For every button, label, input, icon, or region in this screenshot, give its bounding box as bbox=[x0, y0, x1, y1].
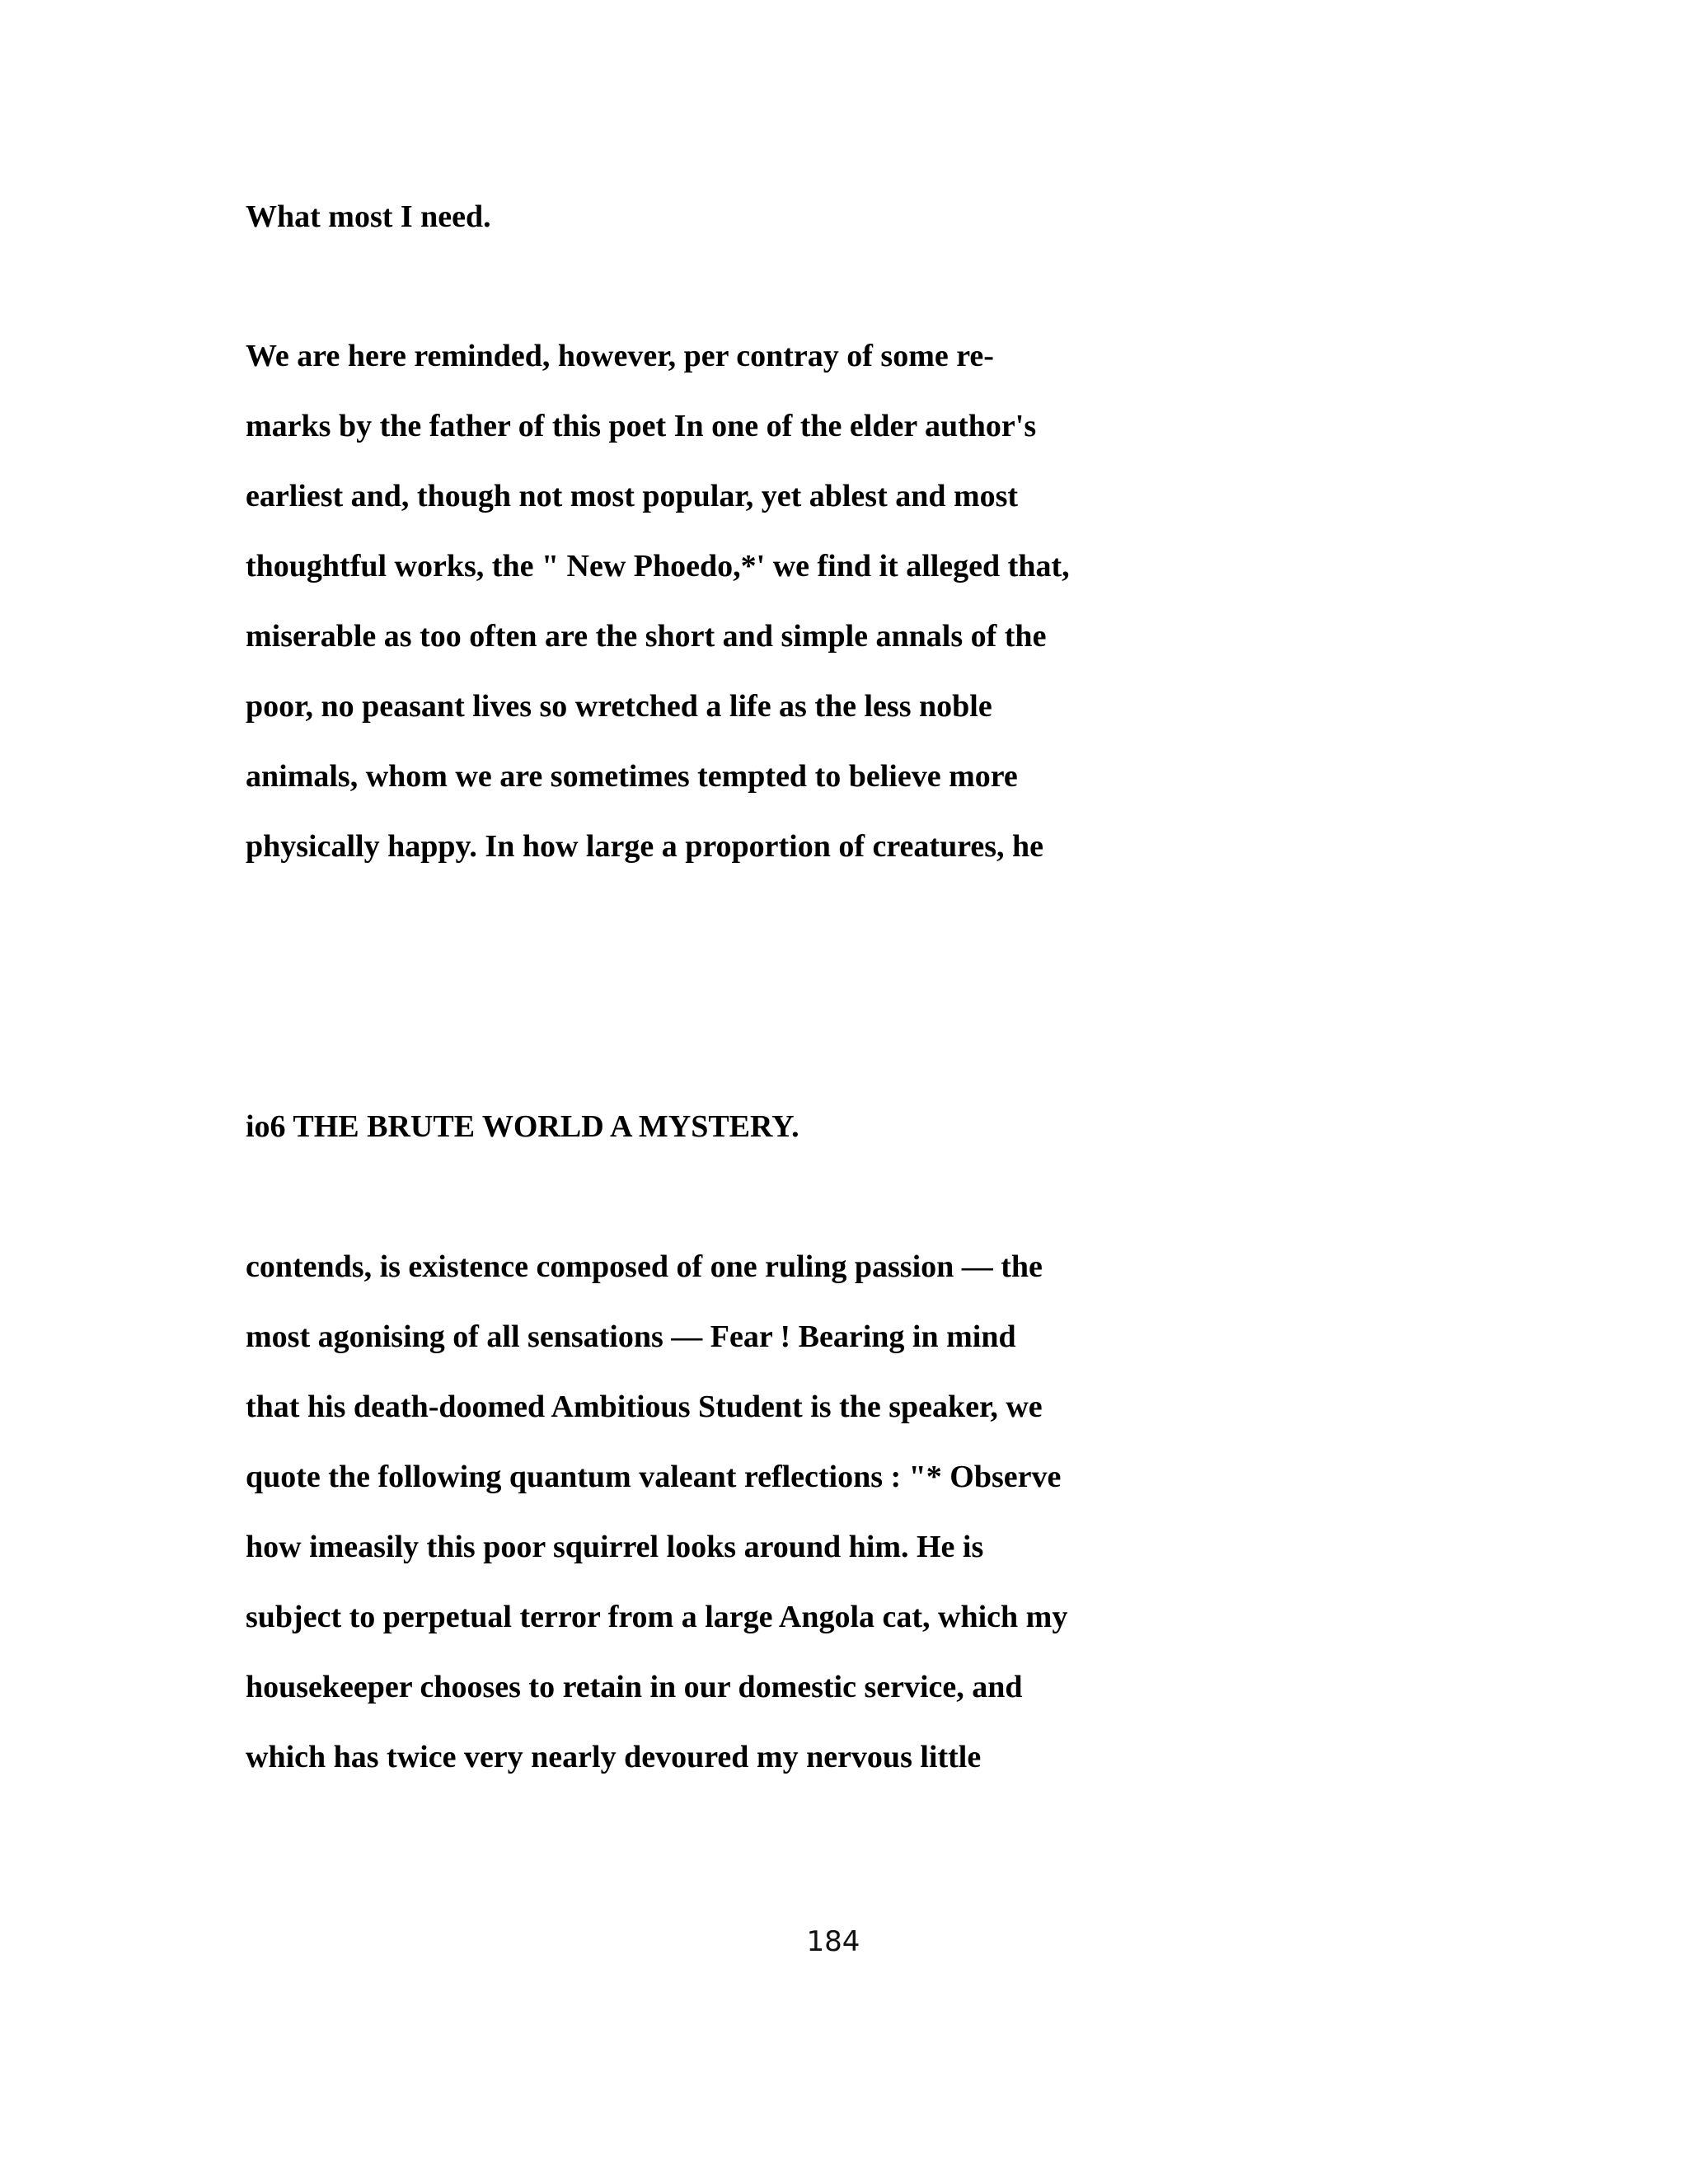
text-line: housekeeper chooses to retain in our domestic service, and bbox=[246, 1670, 1023, 1704]
text-line: We are here reminded, however, per contray of some re- bbox=[246, 339, 994, 373]
text-line: subject to perpetual terror from a large Angola cat, which my bbox=[246, 1600, 1068, 1634]
text-line: poor, no peasant lives so wretched a life as the less noble bbox=[246, 689, 992, 724]
text-line: What most I need. bbox=[246, 199, 491, 234]
text-line: most agonising of all sensations — Fear ! Bearing in mind bbox=[246, 1319, 1016, 1354]
text-line: marks by the father of this poet In one of the elder author's bbox=[246, 409, 1037, 443]
text-line: contends, is existence composed of one ruling passion — the bbox=[246, 1249, 1043, 1284]
text-line: how imeasily this poor squirrel looks around him. He is bbox=[246, 1530, 984, 1564]
text-line: miserable as too often are the short and simple annals of the bbox=[246, 619, 1047, 654]
running-head: io6 THE BRUTE WORLD A MYSTERY. bbox=[246, 1109, 799, 1144]
text-line: quote the following quantum valeant reflections : "* Observe bbox=[246, 1460, 1062, 1494]
text-line: thoughtful works, the " New Phoedo,*' we find it alleged that, bbox=[246, 549, 1070, 583]
text-line: physically happy. In how large a proportion of creatures, he bbox=[246, 829, 1044, 864]
text-line: that his death-doomed Ambitious Student is the speaker, we bbox=[246, 1390, 1043, 1424]
text-line: which has twice very nearly devoured my nervous little bbox=[246, 1740, 982, 1774]
text-line: earliest and, though not most popular, yet ablest and most bbox=[246, 479, 1019, 513]
text-line: animals, whom we are sometimes tempted to believe more bbox=[246, 759, 1018, 794]
page-number: 184 bbox=[806, 1925, 860, 1958]
